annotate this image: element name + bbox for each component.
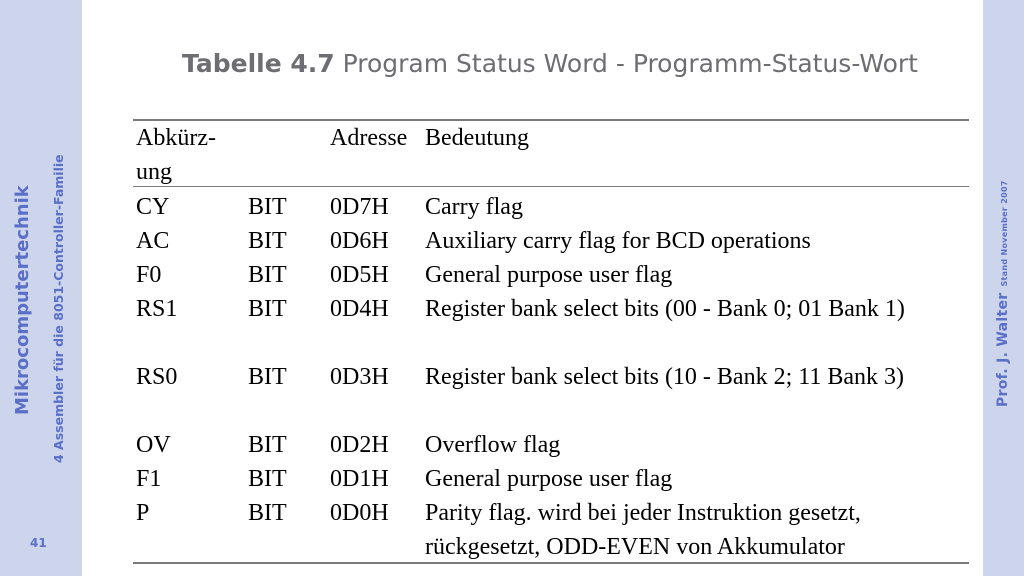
cell-type: BIT [248,194,287,220]
cell-abbreviation: P [136,500,150,526]
header-meaning: Bedeutung [425,125,529,151]
cell-type: BIT [248,500,287,526]
cell-abbreviation: OV [136,432,171,458]
author-line [995,180,1011,407]
cell-address: 0D2H [330,432,389,458]
cell-address: 0D4H [330,296,389,322]
date-label: Stand November 2007 [1000,180,1009,287]
cell-meaning: Parity flag. wird bei jeder Instruktion gesetzt, rückgesetzt, ODD-EVEN von Akkumulator [425,500,861,560]
cell-abbreviation: RS0 [136,364,178,390]
chapter-title: 4 Assembler für die 8051-Controller-Familie [51,154,66,463]
cell-meaning: General purpose user flag [425,262,673,288]
cell-abbreviation: RS1 [136,296,178,322]
cell-meaning: General purpose user flag [425,466,673,492]
cell-address: 0D5H [330,262,389,288]
cell-abbreviation: CY [136,194,170,220]
cell-address: 0D6H [330,228,389,254]
cell-abbreviation: AC [136,228,170,254]
cell-address: 0D1H [330,466,389,492]
cell-type: BIT [248,228,287,254]
cell-type: BIT [248,262,287,288]
cell-meaning: Carry flag [425,194,523,220]
cell-meaning: Register bank select bits (00 - Bank 0; 01 Bank 1) [425,296,905,322]
cell-address: 0D7H [330,194,389,220]
table-bottom-rule [133,562,969,564]
cell-type: BIT [248,364,287,390]
page-number: 41 [30,536,47,550]
cell-meaning: Auxiliary carry flag for BCD operations [425,228,811,254]
course-title: Mikrocomputertechnik [12,185,33,415]
author-name: Prof. J. Walter [995,292,1011,407]
slide-title [120,47,980,80]
table-header-rule [133,186,969,187]
header-address: Adresse [330,125,408,151]
title-text: Program Status Word - Programm-Status-Wort [334,49,918,78]
cell-address: 0D0H [330,500,389,526]
cell-type: BIT [248,432,287,458]
title-bold: Tabelle 4.7 [182,49,335,78]
cell-type: BIT [248,296,287,322]
cell-type: BIT [248,466,287,492]
cell-meaning: Overflow flag [425,432,561,458]
header-abbreviation: Abkürz-ung [136,125,216,185]
cell-abbreviation: F0 [136,262,162,288]
cell-meaning: Register bank select bits (10 - Bank 2; 11 Bank 3) [425,364,905,390]
cell-abbreviation: F1 [136,466,162,492]
cell-address: 0D3H [330,364,389,390]
